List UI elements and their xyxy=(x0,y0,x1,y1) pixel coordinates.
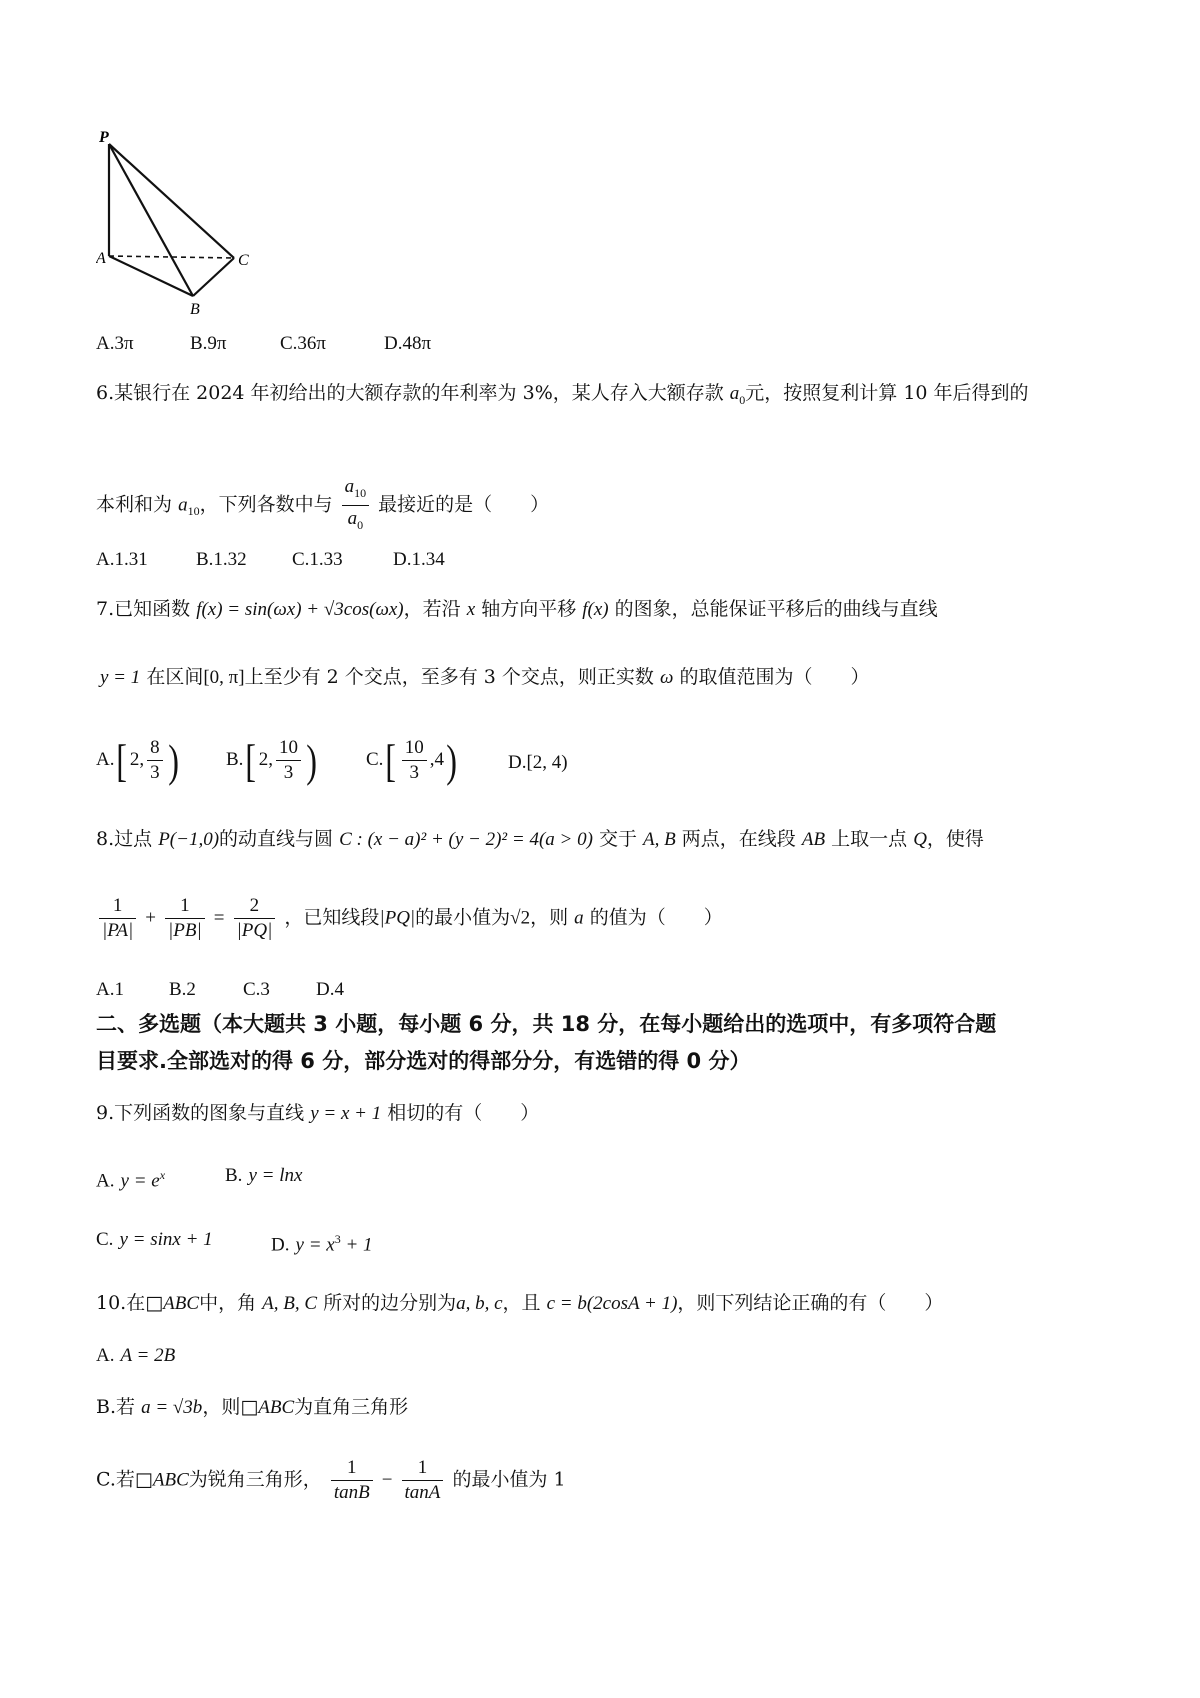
q7-option-d: D.[2, 4) xyxy=(508,752,568,773)
q6-option-b: B.1.32 xyxy=(196,549,247,570)
q6-option-a: A.1.31 xyxy=(96,549,148,570)
q8-option-b: B.2 xyxy=(169,979,196,1000)
q6-line2: 本利和为 $a_{10}$，下列各数中与 $\frac{a_{10}}{a_0}$ 最接近的是（ ） xyxy=(96,474,549,537)
q7-option-b: B.[ 2, $\frac{10}{3}$ ) xyxy=(226,734,318,786)
q7-option-a: A.[ 2, $\frac{8}{3}$ ) xyxy=(96,734,179,786)
q8-line1: 8.过点 P(−1,0)的动直线与圆 C : (x − a)² + (y − 2)² = 4(a > 0) 交于 A, B 两点，在线段 AB 上取一点 Q，使得 xyxy=(96,828,984,850)
q10-stem: 10.在□ABC中，角 A, B, C 所对的边分别为a, b, c，且 c = b(2cosA + 1)，则下列结论正确的有（ ） xyxy=(96,1292,944,1314)
q8-option-d: D.4 xyxy=(316,979,344,1000)
q9-stem: 9.下列函数的图象与直线 y = x + 1 相切的有（ ） xyxy=(96,1102,540,1124)
q6-ratio-fraction: $\frac{a_{10}}{a_0}$ xyxy=(342,474,370,537)
q5-option-a: A.3π xyxy=(96,333,134,354)
q10-option-a: A. A = 2B xyxy=(96,1345,176,1366)
q9-option-b: B. y = lnx xyxy=(225,1165,303,1186)
q5-option-b: B.9π xyxy=(190,333,227,354)
vertex-label-c: C xyxy=(238,252,249,269)
q6-option-d: D.1.34 xyxy=(393,549,445,570)
q10-option-b: B.若 a = √3b，则□ABC为直角三角形 xyxy=(96,1396,409,1418)
q5-option-d: D.48π xyxy=(384,333,432,354)
q9-option-c: C. y = sinx + 1 xyxy=(96,1229,213,1250)
q7-line1: 7.已知函数 f(x) = sin(ωx) + √3cos(ωx)，若沿 x 轴方向平移 f(x) 的图象，总能保证平移后的曲线与直线 xyxy=(96,598,938,620)
q9-option-d: D. $y = x^3 + 1$ xyxy=(271,1232,373,1256)
q8-option-a: A.1 xyxy=(96,979,124,1000)
section2-heading-line1: 二、多选题（本大题共 3 小题，每小题 6 分，共 18 分，在每小题给出的选项中，有多项符合题 xyxy=(96,1012,997,1036)
q8-option-c: C.3 xyxy=(243,979,270,1000)
vertex-label-b: B xyxy=(190,301,200,318)
q9-option-a: A. $y = e^x$ xyxy=(96,1168,166,1192)
tetrahedron-figure xyxy=(96,128,256,320)
vertex-label-a: A xyxy=(96,250,106,267)
vertex-label-p: P xyxy=(99,129,109,146)
q7-line2: y = 1 在区间[0, π]上至少有 2 个交点，至多有 3 个交点，则正实数 ω 的取值范围为（ ） xyxy=(100,666,870,688)
q6-line1: 6.某银行在 2024 年初给出的大额存款的年利率为 3%，某人存入大额存款 $a_0$元，按照复利计算 10 年后得到的 xyxy=(96,382,1029,407)
q6-option-c: C.1.33 xyxy=(292,549,343,570)
q8-line2: $\frac{1}{|PA|}$ + $\frac{1}{|PB|}$ = $\frac{2}{|PQ|}$ ，已知线段|PQ|的最小值为√2，则 a 的值为（ ） xyxy=(96,894,723,943)
q5-option-c: C.36π xyxy=(280,333,327,354)
q10-option-c: C.若□ABC为锐角三角形， $\frac{1}{\tan B}$ − $\frac{1}{\tan A}$ 的最小值为 1 xyxy=(96,1457,566,1503)
q7-option-c: C.[ $\frac{10}{3}$ ,4) xyxy=(366,734,458,786)
section2-heading-line2: 目要求.全部选对的得 6 分，部分选对的得部分分，有选错的得 0 分） xyxy=(96,1049,751,1073)
